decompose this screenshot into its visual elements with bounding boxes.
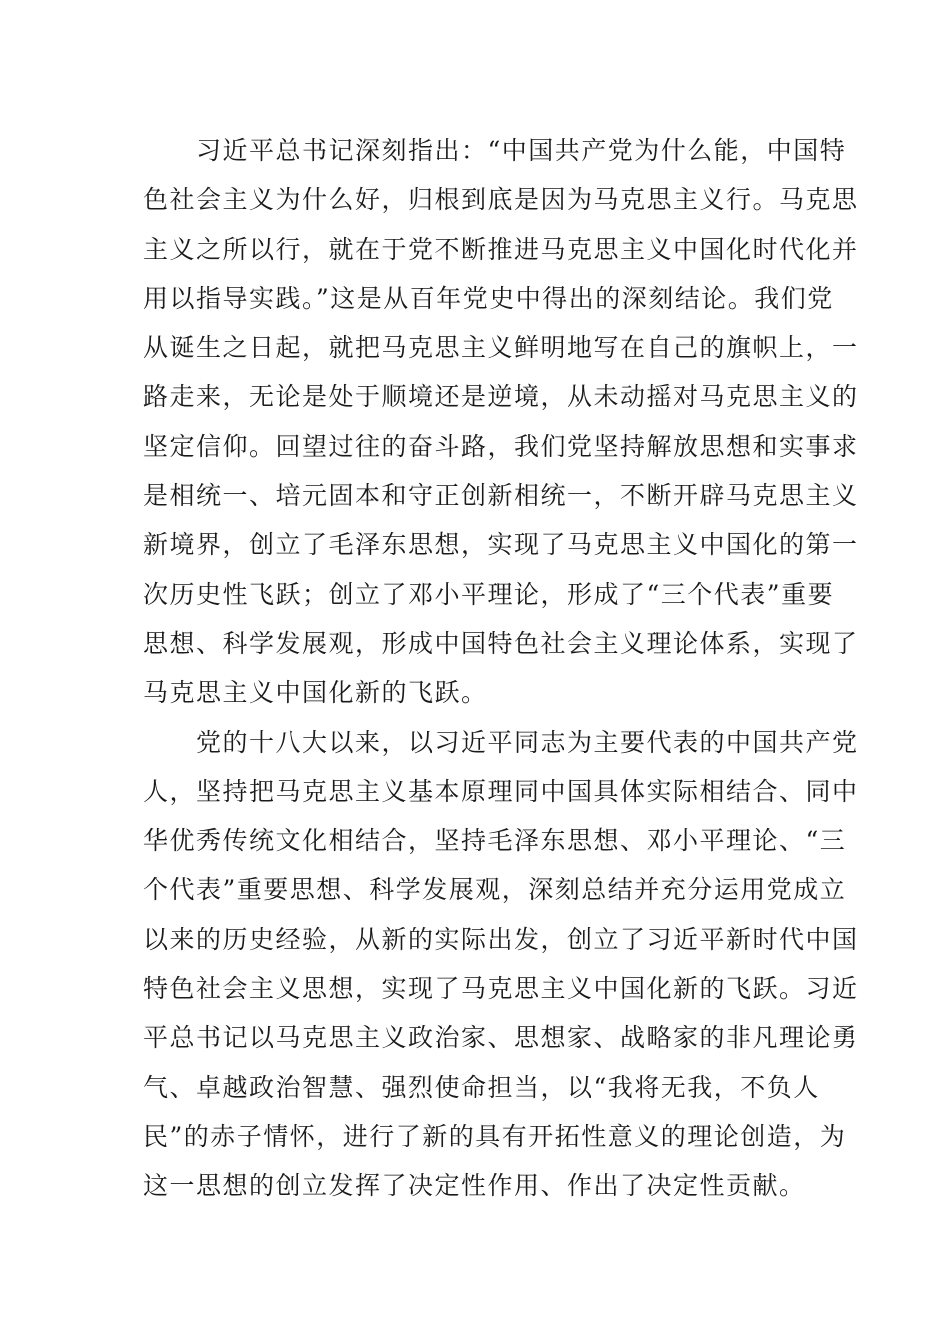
paragraph-1 bbox=[143, 126, 859, 718]
text-line: 次历史性飞跃；创立了邓小平理论，形成了“三个代表”重要 bbox=[143, 579, 835, 609]
text-line: 特色社会主义思想，实现了马克思主义中国化新的飞跃。习近 bbox=[143, 974, 859, 1004]
text-line: 主义之所以行，就在于党不断推进马克思主义中国化时代化并 bbox=[143, 234, 859, 264]
text-line: 气、卓越政治智慧、强烈使命担当，以“我将无我，不负人 bbox=[143, 1072, 820, 1102]
text-line: 坚定信仰。回望过往的奋斗路，我们党坚持解放思想和实事求 bbox=[143, 431, 859, 461]
text-line: 这一思想的创立发挥了决定性作用、作出了决定性贡献。 bbox=[143, 1171, 806, 1201]
text-line: 从诞生之日起，就把马克思主义鲜明地写在自己的旗帜上，一 bbox=[143, 333, 859, 363]
text-line: 以来的历史经验，从新的实际出发，创立了习近平新时代中国 bbox=[143, 924, 859, 954]
document-body bbox=[143, 126, 859, 1211]
text-line: 路走来，无论是处于顺境还是逆境，从未动摇对马克思主义的 bbox=[143, 382, 859, 412]
text-line: 是相统一、培元固本和守正创新相统一，不断开辟马克思主义 bbox=[143, 481, 859, 511]
text-line: 用以指导实践。”这是从百年党史中得出的深刻结论。我们党 bbox=[143, 283, 834, 313]
paragraph-2 bbox=[143, 718, 859, 1211]
text-line: 人，坚持把马克思主义基本原理同中国具体实际相结合、同中 bbox=[143, 776, 859, 806]
text-line: 思想、科学发展观，形成中国特色社会主义理论体系，实现了 bbox=[143, 628, 859, 658]
text-line: 华优秀传统文化相结合，坚持毛泽东思想、邓小平理论、“三 bbox=[143, 826, 847, 856]
text-line: 新境界，创立了毛泽东思想，实现了马克思主义中国化的第一 bbox=[143, 530, 859, 560]
text-line: 习近平总书记深刻指出：“中国共产党为什么能，中国特 bbox=[143, 136, 847, 165]
text-line: 马克思主义中国化新的飞跃。 bbox=[143, 678, 488, 708]
text-line: 平总书记以马克思主义政治家、思想家、战略家的非凡理论勇 bbox=[143, 1023, 859, 1053]
text-line: 色社会主义为什么好，归根到底是因为马克思主义行。马克思 bbox=[143, 185, 859, 215]
text-line: 个代表”重要思想、科学发展观，深刻总结并充分运用党成立 bbox=[143, 875, 847, 905]
text-line: 党的十八大以来，以习近平同志为主要代表的中国共产党 bbox=[143, 727, 859, 757]
text-line: 民”的赤子情怀，进行了新的具有开拓性意义的理论创造，为 bbox=[143, 1121, 847, 1151]
